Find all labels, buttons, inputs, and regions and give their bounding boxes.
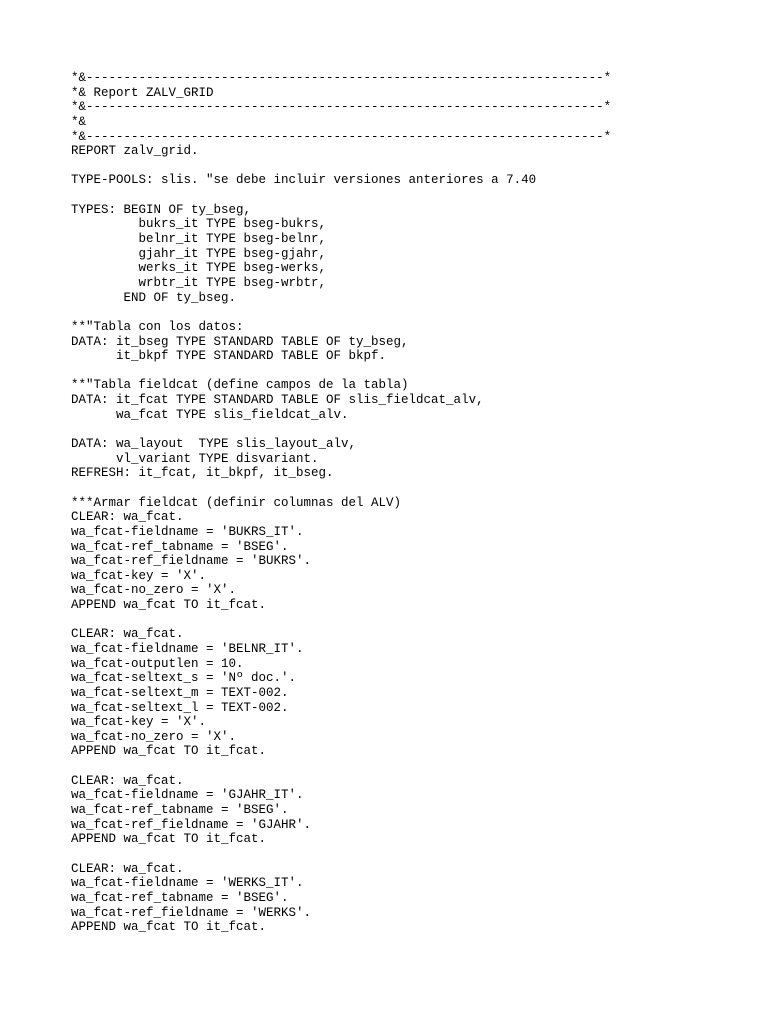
code-line: wa_fcat-ref_tabname = 'BSEG'.: [71, 539, 289, 554]
code-line: [71, 481, 751, 496]
code-line: [71, 188, 751, 203]
code-line: wrbtr_it TYPE bseg-wrbtr,: [71, 275, 327, 290]
code-line: wa_fcat-ref_tabname = 'BSEG'.: [71, 803, 289, 818]
code-line: DATA: it_bseg TYPE STANDARD TABLE OF ty_bseg,: [71, 334, 409, 349]
code-line: APPEND wa_fcat TO it_fcat.: [71, 832, 267, 847]
code-line: wa_fcat-no_zero = 'X'.: [71, 583, 237, 598]
code-line: TYPE-POOLS: slis. "se debe incluir versiones anteriores a 7.40: [71, 173, 537, 188]
code-line: wa_fcat-ref_fieldname = 'WERKS'.: [71, 905, 312, 920]
code-line: belnr_it TYPE bseg-belnr,: [71, 232, 327, 247]
code-line: werks_it TYPE bseg-werks,: [71, 261, 327, 276]
code-line: wa_fcat-fieldname = 'BUKRS_IT'.: [71, 524, 304, 539]
code-line: *&---------------------------------------------------------------------*: [71, 129, 612, 144]
code-line: wa_fcat-fieldname = 'GJAHR_IT'.: [71, 788, 304, 803]
code-line: wa_fcat-fieldname = 'BELNR_IT'.: [71, 641, 304, 656]
code-line: CLEAR: wa_fcat.: [71, 861, 184, 876]
code-line: *&---------------------------------------------------------------------*: [71, 71, 612, 85]
code-line: wa_fcat-key = 'X'.: [71, 568, 207, 583]
code-line: wa_fcat-seltext_l = TEXT-002.: [71, 700, 289, 715]
code-line: wa_fcat-ref_fieldname = 'GJAHR'.: [71, 817, 312, 832]
code-line: bukrs_it TYPE bseg-bukrs,: [71, 217, 327, 232]
code-line: **"Tabla fieldcat (define campos de la tabla): [71, 378, 409, 393]
code-line: APPEND wa_fcat TO it_fcat.: [71, 598, 267, 613]
code-line: *&: [71, 114, 87, 129]
code-line: [71, 159, 751, 174]
code-line: DATA: it_fcat TYPE STANDARD TABLE OF slis_fieldcat_alv,: [71, 393, 484, 408]
code-line: APPEND wa_fcat TO it_fcat.: [71, 744, 267, 759]
code-line: *&---------------------------------------------------------------------*: [71, 100, 612, 115]
code-line: ***Armar fieldcat (definir columnas del ALV): [71, 495, 402, 510]
code-line: [71, 305, 751, 320]
code-line: END OF ty_bseg.: [71, 290, 237, 305]
code-line: gjahr_it TYPE bseg-gjahr,: [71, 246, 327, 261]
code-line: [71, 422, 751, 437]
code-line: [71, 364, 751, 379]
code-line: DATA: wa_layout TYPE slis_layout_alv,: [71, 437, 357, 452]
code-line: **"Tabla con los datos:: [71, 319, 244, 334]
code-line: wa_fcat-outputlen = 10.: [71, 656, 244, 671]
code-line: CLEAR: wa_fcat.: [71, 773, 184, 788]
code-line: wa_fcat-ref_fieldname = 'BUKRS'.: [71, 554, 312, 569]
code-line: wa_fcat-key = 'X'.: [71, 715, 207, 730]
code-line: REPORT zalv_grid.: [71, 144, 199, 159]
code-line: *& Report ZALV_GRID: [71, 85, 214, 100]
code-line: wa_fcat-ref_tabname = 'BSEG'.: [71, 890, 289, 905]
code-line: wa_fcat-no_zero = 'X'.: [71, 729, 237, 744]
code-line: it_bkpf TYPE STANDARD TABLE OF bkpf.: [71, 349, 387, 364]
code-line: wa_fcat-seltext_s = 'Nº doc.'.: [71, 671, 297, 686]
code-line: CLEAR: wa_fcat.: [71, 627, 184, 642]
code-line: [71, 847, 751, 862]
code-line: APPEND wa_fcat TO it_fcat.: [71, 920, 267, 935]
code-listing: [71, 71, 751, 935]
code-line: wa_fcat TYPE slis_fieldcat_alv.: [71, 407, 349, 422]
code-line: vl_variant TYPE disvariant.: [71, 451, 319, 466]
code-line: wa_fcat-fieldname = 'WERKS_IT'.: [71, 876, 304, 891]
code-line: wa_fcat-seltext_m = TEXT-002.: [71, 685, 289, 700]
code-line: [71, 759, 751, 774]
code-line: CLEAR: wa_fcat.: [71, 510, 184, 525]
code-line: [71, 613, 751, 628]
code-line: REFRESH: it_fcat, it_bkpf, it_bseg.: [71, 466, 334, 481]
code-line: TYPES: BEGIN OF ty_bseg,: [71, 202, 252, 217]
